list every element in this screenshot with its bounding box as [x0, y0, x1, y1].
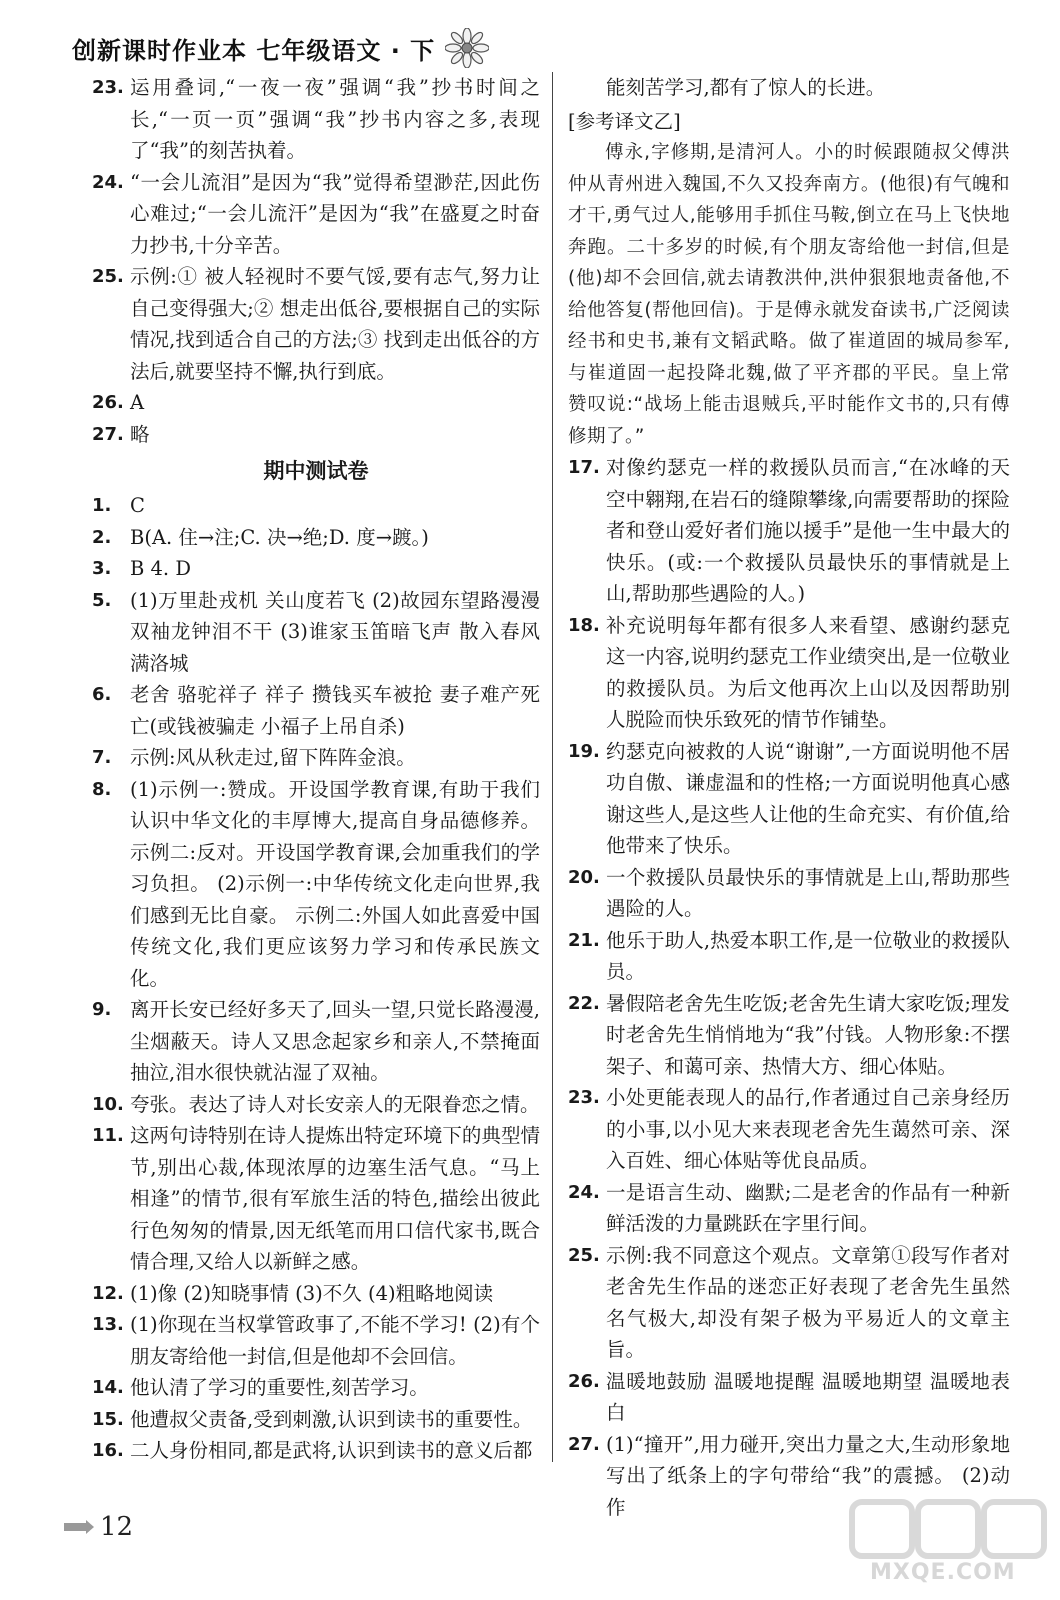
- answer-text: 补充说明每年都有很多人来看望、感谢约瑟克这一内容,说明约瑟克工作业绩突出,是一位敬业的救援队员。为后文他再次上山以及因帮助别人脱险而快乐致死的情节作铺垫。: [606, 613, 1010, 731]
- answer-number: 24.: [92, 171, 124, 193]
- answer-list-unit: [92, 72, 540, 450]
- answer-text: B 4. D: [130, 557, 191, 580]
- answer-item: [568, 862, 1010, 925]
- answer-item: [92, 1278, 540, 1310]
- answer-text: 夸张。表达了诗人对长安亲人的无限眷恋之情。: [130, 1092, 540, 1116]
- answer-number: 25.: [92, 266, 124, 287]
- answer-item: [92, 1120, 540, 1278]
- answer-number: 9.: [92, 999, 112, 1020]
- answer-item: [92, 1089, 540, 1121]
- watermark-logo: [848, 1496, 1048, 1596]
- answer-number: 23.: [568, 1087, 600, 1108]
- answer-item: [568, 988, 1010, 1083]
- answer-item: [568, 736, 1010, 862]
- answer-item: [92, 1309, 540, 1372]
- answer-number: 16.: [92, 1440, 124, 1461]
- answer-text: 小处更能表现人的品行,作者通过自己亲身经历的小事,以小见大来表现老舍先生蔼然可亲、深入百姓、细心体贴等优良品质。: [606, 1086, 1010, 1172]
- answer-item: [92, 261, 540, 387]
- answer-item: [92, 585, 540, 680]
- answer-number: 6.: [92, 684, 112, 705]
- reference-translation-label: [参考译文乙]: [568, 109, 681, 133]
- answer-number: 21.: [568, 929, 600, 951]
- answer-number: 3.: [92, 558, 112, 579]
- answer-text: 离开长安已经好多天了,回头一望,只觉长路漫漫,尘烟蔽天。诗人又思念起家乡和亲人,不禁掩面抽泣,泪水很快就沾湿了双袖。: [130, 998, 540, 1084]
- answer-text: 二人身份相同,都是武将,认识到读书的意义后都: [130, 1439, 533, 1462]
- answer-number: 11.: [92, 1125, 124, 1146]
- answer-text: (1)你现在当权掌管政事了,不能不学习! (2)有个朋友寄给他一封信,但是他却不会回信。: [130, 1313, 540, 1368]
- answer-number: 19.: [568, 740, 600, 762]
- answer-number: 24.: [568, 1181, 600, 1203]
- answer-number: 14.: [92, 1377, 124, 1398]
- left-column: [92, 72, 540, 1467]
- answer-number: 27.: [568, 1433, 600, 1455]
- answer-item: [92, 167, 540, 262]
- answer-text: 他遭叔父责备,受到刺激,认识到读书的重要性。: [130, 1407, 533, 1431]
- answer-text: 他乐于助人,热爱本职工作,是一位敬业的救援队员。: [606, 928, 1010, 983]
- answer-number: 8.: [92, 778, 112, 800]
- answer-text: 略: [130, 422, 150, 446]
- answer-item: [568, 1366, 1010, 1429]
- reference-translation: 傅永,字修期,是清河人。小的时候跟随叔父傅洪仲从青州进入魏国,不久又投奔南方。(他很)有气魄和才干,勇气过人,能够用手抓住马鞍,倒立在马上飞快地奔跑。二十多岁的时候,有个朋友寄给他一封信,但是(他)却不会回信,就去请教洪仲,洪仲狠狠地责备他,不给他答复(帮他回信)。于是傅永就发奋读书,广泛阅读经书和史书,兼有文韬武略。做了崔道固的城局参军,与崔道固一起投降北魏,做了平齐郡的平民。皇上常赞叹说:“战场上能击退贼兵,平时能作文书的,只有傅修期了。”: [568, 142, 1010, 447]
- answer-item: [92, 72, 540, 167]
- answer-text: 一个救援队员最快乐的事情就是上山,帮助那些遇险的人。: [606, 865, 1010, 920]
- answer-text: (1)示例一:赞成。开设国学教育课,有助于我们认识中华文化的丰厚博大,提高自身品德修养。 示例二:反对。开设国学教育课,会加重我们的学习负担。 (2)示例一:中华传统文化走向世界,我们感到无比自豪。 示例二:外国人如此喜爱中国传统文化,我们更应该努力学习和传承民族文化。: [130, 777, 540, 990]
- answer-text: 示例:风从秋走过,留下阵阵金浪。: [130, 746, 416, 769]
- answer-text: 他认清了学习的重要性,刻苦学习。: [130, 1376, 429, 1399]
- answer-item: [568, 925, 1010, 988]
- answer-text: A: [130, 391, 145, 414]
- answer-text: (1)万里赴戎机 关山度若飞 (2)故园东望路漫漫 双袖龙钟泪不干 (3)谁家玉笛暗飞声 散入春风满洛城: [130, 588, 540, 675]
- continued-answer: 能刻苦学习,都有了惊人的长进。: [606, 76, 886, 99]
- answer-number: 20.: [568, 866, 600, 888]
- right-column: [568, 72, 1010, 1523]
- answer-text: 一是语言生动、幽默;二是老舍的作品有一种新鲜活泼的力量跳跃在字里行间。: [606, 1180, 1010, 1235]
- page-header: [72, 30, 489, 66]
- answer-number: 10.: [92, 1093, 124, 1115]
- answer-text: (1)“撞开”,用力碰开,突出力量之大,生动形象地写出了纸条上的字句带给“我”的震撼。 (2)动作: [606, 1432, 1010, 1519]
- answer-text: 示例:我不同意这个观点。文章第①段写作者对老舍先生作品的迷恋正好表现了老舍先生虽然名气极大,却没有架子极为平易近人的文章主旨。: [606, 1243, 1010, 1361]
- answer-text: “一会儿流泪”是因为“我”觉得希望渺茫,因此伤心难过;“一会儿流汗”是因为“我”在盛夏之时奋力抄书,十分辛苦。: [130, 170, 540, 257]
- page-arrow-icon: [64, 1520, 94, 1534]
- answer-number: 25.: [568, 1244, 600, 1266]
- answer-number: 1.: [92, 495, 112, 516]
- answer-item: [568, 1082, 1010, 1177]
- answer-text: 对像约瑟克一样的救援队员而言,“在冰峰的天空中翱翔,在岩石的缝隙攀缘,向需要帮助的探险者和登山爱好者们施以援手”是他一生中最大的快乐。(或:一个救援队员最快乐的事情就是上山,帮助那些遇险的人。): [606, 456, 1010, 605]
- answer-item: [92, 522, 540, 554]
- answer-text: C: [130, 494, 145, 517]
- answer-text: 老舍 骆驼祥子 祥子 攒钱买车被抢 妻子难产死亡(或钱被骗走 小福子上吊自杀): [130, 683, 540, 738]
- answer-text: 示例:① 被人轻视时不要气馁,要有志气,努力让自己变得强大;② 想走出低谷,要根据自己的实际情况,找到适合自己的方法;③ 找到走出低谷的方法后,就要坚持不懈,执行到底。: [130, 265, 540, 383]
- answer-item: [568, 610, 1010, 736]
- answer-number: 26.: [92, 392, 124, 413]
- answer-text: (1)像 (2)知晓事情 (3)不久 (4)粗略地阅读: [130, 1281, 494, 1305]
- answer-item: [92, 490, 540, 522]
- answer-item: [92, 679, 540, 742]
- answer-item: [92, 1372, 540, 1404]
- answer-number: 7.: [92, 747, 112, 768]
- flower-icon: [445, 28, 489, 68]
- answer-number: 22.: [568, 992, 600, 1014]
- watermark-text: MXQE.COM: [870, 1560, 1016, 1585]
- answer-list-midterm: [92, 490, 540, 1467]
- answer-number: 27.: [92, 423, 124, 445]
- answer-number: 23.: [92, 77, 124, 98]
- answer-text: B(A. 住→注;C. 决→绝;D. 度→踱。): [130, 525, 429, 549]
- answer-item: [92, 1435, 540, 1467]
- answer-text: 暑假陪老舍先生吃饭;老舍先生请大家吃饭;理发时老舍先生悄悄地为“我”付钱。人物形象:不摆架子、和蔼可亲、热情大方、细心体贴。: [606, 991, 1010, 1078]
- answer-number: 26.: [568, 1370, 600, 1392]
- answer-text: 这两句诗特别在诗人提炼出特定环境下的典型情节,别出心裁,体现浓厚的边塞生活气息。“马上相逢”的情节,很有军旅生活的特色,描绘出彼此行色匆匆的情景,因无纸笔而用口信代家书,既合情合理,又给人以新鲜之感。: [130, 1124, 540, 1273]
- section-title: 期中测试卷: [263, 459, 369, 483]
- answer-number: 13.: [92, 1314, 124, 1335]
- book-title: 创新课时作业本 七年级语文 · 下: [72, 36, 436, 65]
- answer-number: 15.: [92, 1408, 124, 1430]
- answer-item: [92, 994, 540, 1089]
- page-footer: [64, 1512, 133, 1542]
- answer-item: [92, 387, 540, 419]
- answer-item: [568, 1177, 1010, 1240]
- answer-number: 12.: [92, 1282, 124, 1304]
- answer-item: [92, 774, 540, 995]
- answer-item: [92, 1404, 540, 1436]
- answer-item: [568, 452, 1010, 610]
- answer-number: 18.: [568, 614, 600, 636]
- answer-number: 17.: [568, 457, 600, 478]
- answer-text: 约瑟克向被救的人说“谢谢”,一方面说明他不居功自傲、谦虚温和的性格;一方面说明他真心感谢这些人,是这些人让他的生命充实、有价值,给他带来了快乐。: [606, 739, 1010, 857]
- answer-number: 5.: [92, 589, 112, 611]
- watermark-icon: [848, 1496, 1048, 1566]
- answer-text: 温暖地鼓励 温暖地提醒 温暖地期望 温暖地表白: [606, 1369, 1010, 1424]
- answer-item: [568, 1240, 1010, 1366]
- answer-list-right: [568, 452, 1010, 1523]
- answer-text: 运用叠词,“一夜一夜”强调“我”抄书时间之长,“一页一页”强调“我”抄书内容之多,表现了“我”的刻苦执着。: [130, 76, 540, 162]
- column-divider: [552, 72, 553, 1462]
- answer-item: [92, 553, 540, 585]
- answer-item: [92, 742, 540, 774]
- page-number: 12: [100, 1512, 134, 1542]
- answer-item: [92, 419, 540, 451]
- answer-number: 2.: [92, 526, 112, 548]
